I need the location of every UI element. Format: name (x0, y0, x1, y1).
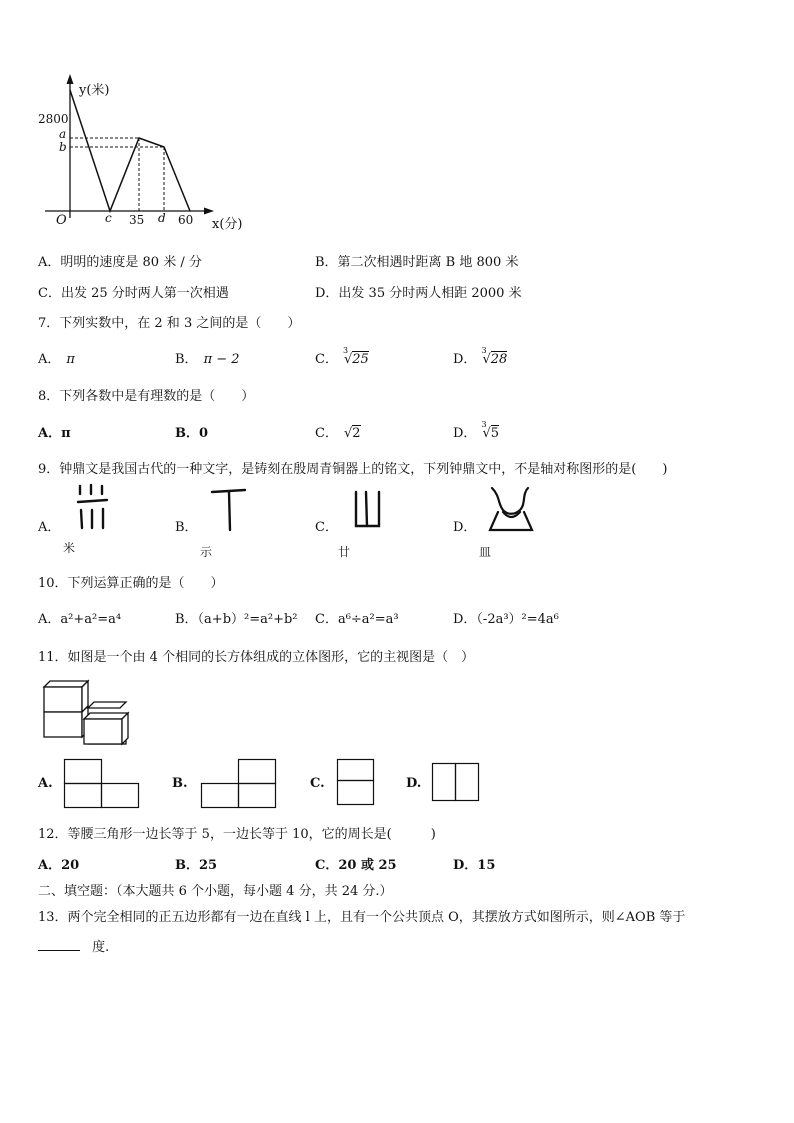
q7-a-value: π (66, 352, 75, 367)
x-tick-35: 35 (129, 213, 145, 227)
q9-char-b: 示 (200, 545, 213, 559)
q9-char-d: 皿 (479, 545, 492, 559)
glyph-b-icon (212, 490, 245, 530)
q9-stem: 9．钟鼎文是我国古代的一种文字，是铸刻在殷周青铜器上的铭文，下列钟鼎文中，不是轴对称图形的是( ) (38, 462, 668, 477)
q6-option-b[interactable]: B．第二次相遇时距离 B 地 800 米 (315, 255, 519, 270)
q8-d-value: 5 (490, 426, 500, 441)
q7-c-letter: C． (315, 352, 338, 367)
cube-root-sign: 3 √ (342, 346, 353, 367)
q8-d-letter: D． (453, 426, 477, 441)
q8-c-value: 2 (352, 426, 361, 441)
x-tick-c: c (105, 211, 112, 225)
y-tick-2800: 2800 (38, 112, 69, 126)
q7-option-d[interactable] (453, 348, 507, 367)
y-axis-arrow (67, 74, 74, 84)
y-tick-a: a (59, 127, 67, 141)
q11-stem: 11．如图是一个由 4 个相同的长方体组成的立体图形，它的主视图是（ ） (38, 650, 475, 665)
q12-option-b[interactable]: B．25 (175, 858, 218, 873)
glyph-a-icon (78, 485, 107, 528)
q8-option-b[interactable]: B．0 (175, 426, 209, 441)
q11-option-a-letter[interactable]: A. (38, 776, 53, 791)
q11-option-c-figure[interactable] (337, 759, 375, 809)
q11-option-c-letter[interactable]: C. (310, 776, 325, 791)
glyph-d-icon (490, 488, 532, 530)
distance-time-graph (0, 0, 794, 240)
q7-stem: 7．下列实数中，在 2 和 3 之间的是（ ） (38, 316, 301, 331)
q7-option-c[interactable] (315, 348, 369, 367)
cube-root-sign: 3 √ (481, 420, 491, 441)
q11-option-d-letter[interactable]: D. (406, 776, 422, 791)
q8-option-d[interactable] (453, 422, 499, 441)
q7-c-value: 25 (352, 352, 369, 367)
q8-option-c[interactable] (315, 422, 361, 441)
q10-stem: 10．下列运算正确的是（ ） (38, 576, 224, 591)
q8-c-letter: C． (315, 426, 338, 441)
q12-stem: 12．等腰三角形一边长等于 5，一边长等于 10，它的周长是( ) (38, 827, 436, 842)
bronze-script-glyphs (0, 482, 794, 562)
x-tick-d: d (158, 211, 166, 225)
q7-d-letter: D． (453, 352, 477, 367)
q11-option-b-figure[interactable] (201, 759, 277, 809)
stacked-boxes-figure (40, 678, 140, 748)
x-tick-60: 60 (178, 213, 194, 227)
graph-line (70, 90, 190, 211)
q8-option-a[interactable]: A．π (38, 426, 71, 441)
y-axis-label: y(米) (79, 83, 110, 98)
q7-option-a[interactable] (38, 348, 75, 367)
sqrt-sign: √ (343, 426, 353, 441)
q13-blank[interactable] (38, 938, 80, 951)
q13-stem: 13．两个完全相同的正五边形都有一边在直线 l 上，且有一个公共顶点 O，其摆放方式如图所示，则∠AOB 等于 (38, 910, 686, 925)
q13-answer-line[interactable] (38, 936, 109, 955)
glyph-c-icon (356, 492, 379, 526)
x-tick-origin: O (56, 213, 67, 228)
q9-option-d-letter[interactable]: D． (453, 520, 477, 535)
q10-option-c[interactable]: C．a⁶÷a²=a³ (315, 612, 399, 627)
q7-b-letter: B． (175, 352, 198, 367)
q6-option-c[interactable]: C．出发 25 分时两人第一次相遇 (38, 286, 229, 301)
q8-stem: 8．下列各数中是有理数的是（ ） (38, 389, 255, 404)
q11-option-a-figure[interactable] (64, 759, 140, 809)
q9-option-c-letter[interactable]: C． (315, 520, 338, 535)
q9-char-c: 廿 (338, 545, 351, 559)
q12-option-a[interactable]: A．20 (38, 858, 80, 873)
y-tick-b: b (59, 140, 67, 154)
q7-option-b[interactable] (175, 348, 240, 367)
q9-option-b-letter[interactable]: B． (175, 520, 198, 535)
q7-b-value: π − 2 (203, 352, 240, 367)
section-2-heading: 二、填空题：（本大题共 6 个小题，每小题 4 分，共 24 分.） (38, 884, 393, 899)
q6-option-d[interactable]: D．出发 35 分时两人相距 2000 米 (315, 286, 522, 301)
q9-char-a: 米 (63, 541, 76, 555)
q7-d-value: 28 (490, 352, 508, 367)
q11-option-b-letter[interactable]: B. (172, 776, 188, 791)
q6-option-a[interactable]: A．明明的速度是 80 米 / 分 (38, 255, 202, 270)
q11-option-d-figure[interactable] (432, 763, 482, 803)
q9-option-a-letter[interactable]: A． (38, 520, 61, 535)
q12-option-c[interactable]: C．20 或 25 (315, 858, 397, 873)
x-axis-label: x(分) (212, 217, 243, 232)
q10-option-d[interactable]: D．（-2a³）²=4a⁶ (453, 612, 559, 627)
cube-root-sign: 3 √ (481, 346, 491, 367)
q12-option-d[interactable]: D．15 (453, 858, 496, 873)
q13-tail: 度. (92, 940, 110, 955)
q10-option-b[interactable]: B．（a+b）²=a²+b² (175, 612, 298, 627)
q7-a-letter: A． (38, 352, 61, 367)
q10-option-a[interactable]: A．a²+a²=a⁴ (38, 612, 122, 627)
